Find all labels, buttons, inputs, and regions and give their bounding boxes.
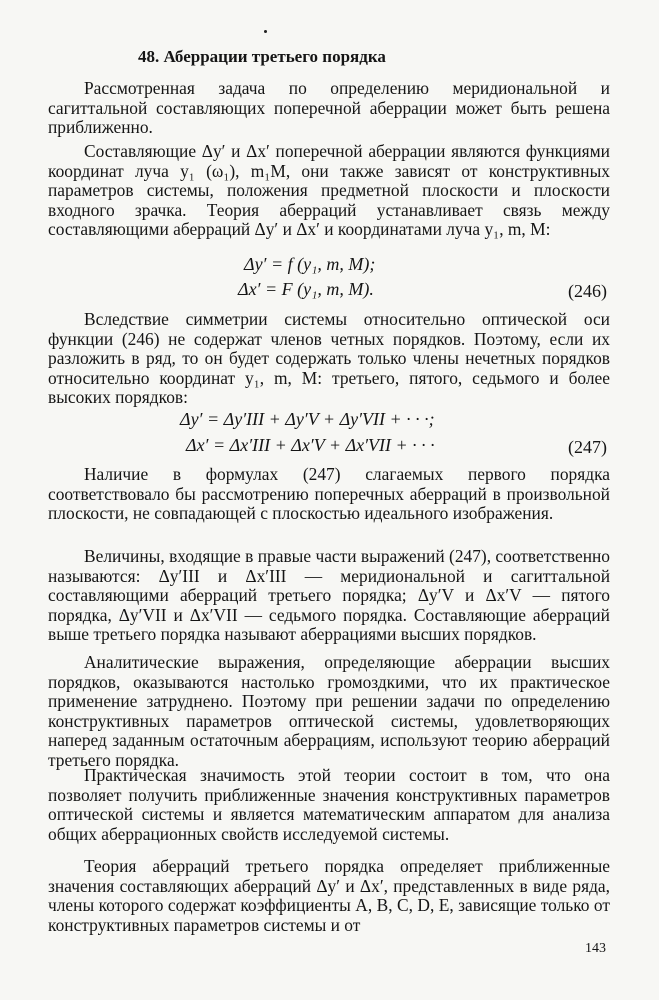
paragraph-8: Теория аберраций третьего порядка определяет приближенные значения составляющих аберраций Δy′ и Δx′, представленных в виде ряда, члены которого содержат коэффициенты A, B, C, D, E, зависящие только от конструктивных параметров системы и от [48,856,610,935]
equation-number-246: (246) [568,281,607,301]
paragraph-7: Практическая значимость этой теории состоит в том, что она позволяет получить приближенные значения конструктивных параметров оптической системы и является математическим аппаратом для анализа общих аберрационных свойств исследуемой системы. [48,765,610,844]
equation-246-dx: Δx′ = F (y₁, m, M). [238,279,374,299]
paragraph-4: Наличие в формулах (247) слагаемых первого порядка соответствовало бы рассмотрению поперечных аберраций в произвольной плоскости, не совпадающей с плоскостью идеального изображения. [48,464,610,524]
book-page [48,0,610,1000]
page-number: 143 [585,941,606,956]
equation-246-dy: Δy′ = f (y₁, m, M); [244,254,376,274]
section-heading: 48. Аберрации третьего порядка [138,47,386,66]
paragraph-1: Рассмотренная задача по определению меридиональной и сагиттальной составляющих поперечной аберрации может быть решена приближенно. [48,78,610,138]
paragraph-6: Аналитические выражения, определяющие аберрации высших порядков, оказываются настолько громоздкими, что их практическое применение затруднено. Поэтому при решении задачи по определению конструктивных параметров оптической системы, удовлетворяющих наперед заданным остаточным аберрациям, используют теорию аберраций третьего порядка. [48,652,610,770]
equation-number-247: (247) [568,437,607,457]
equation-247-line-1 [48,410,610,432]
equation-247-dx: Δx′ = Δx′III + Δx′V + Δx′VII + · · · [186,435,435,455]
paragraph-5: Величины, входящие в правые части выражений (247), соответственно называются: Δy′III и Δx′III — меридиональной и сагиттальной составляющими аберраций третьего порядка; Δy′V и Δx′V — пятого порядка, Δy′VII и Δx′VII — седьмого порядка. Составляющие аберраций выше третьего порядка называют аберрациями высших порядков. [48,546,610,645]
equation-246-line-1 [48,255,610,277]
equation-247-dy: Δy′ = Δy′III + Δy′V + Δy′VII + · · ·; [180,409,435,429]
paragraph-2: Составляющие Δy′ и Δx′ поперечной аберрации являются функциями координат луча y₁ (ω₁), m₁M, они также зависят от конструктивных параметров системы, положения предметной плоскости и плоскости входного зрачка. Теория аберраций устанавливает связь между составляющими аберраций Δy′ и Δx′ и координатами луча y₁, m, M: [48,141,610,240]
paragraph-3: Вследствие симметрии системы относительно оптической оси функции (246) не содержат членов четных порядков. Поэтому, если их разложить в ряд, то он будет содержать только члены нечетных порядков относительно координат y₁, m, M: третьего, пятого, седьмого и более высоких порядков: [48,309,610,408]
equation-247-line-2 [48,436,610,458]
equation-246-line-2 [48,280,610,302]
